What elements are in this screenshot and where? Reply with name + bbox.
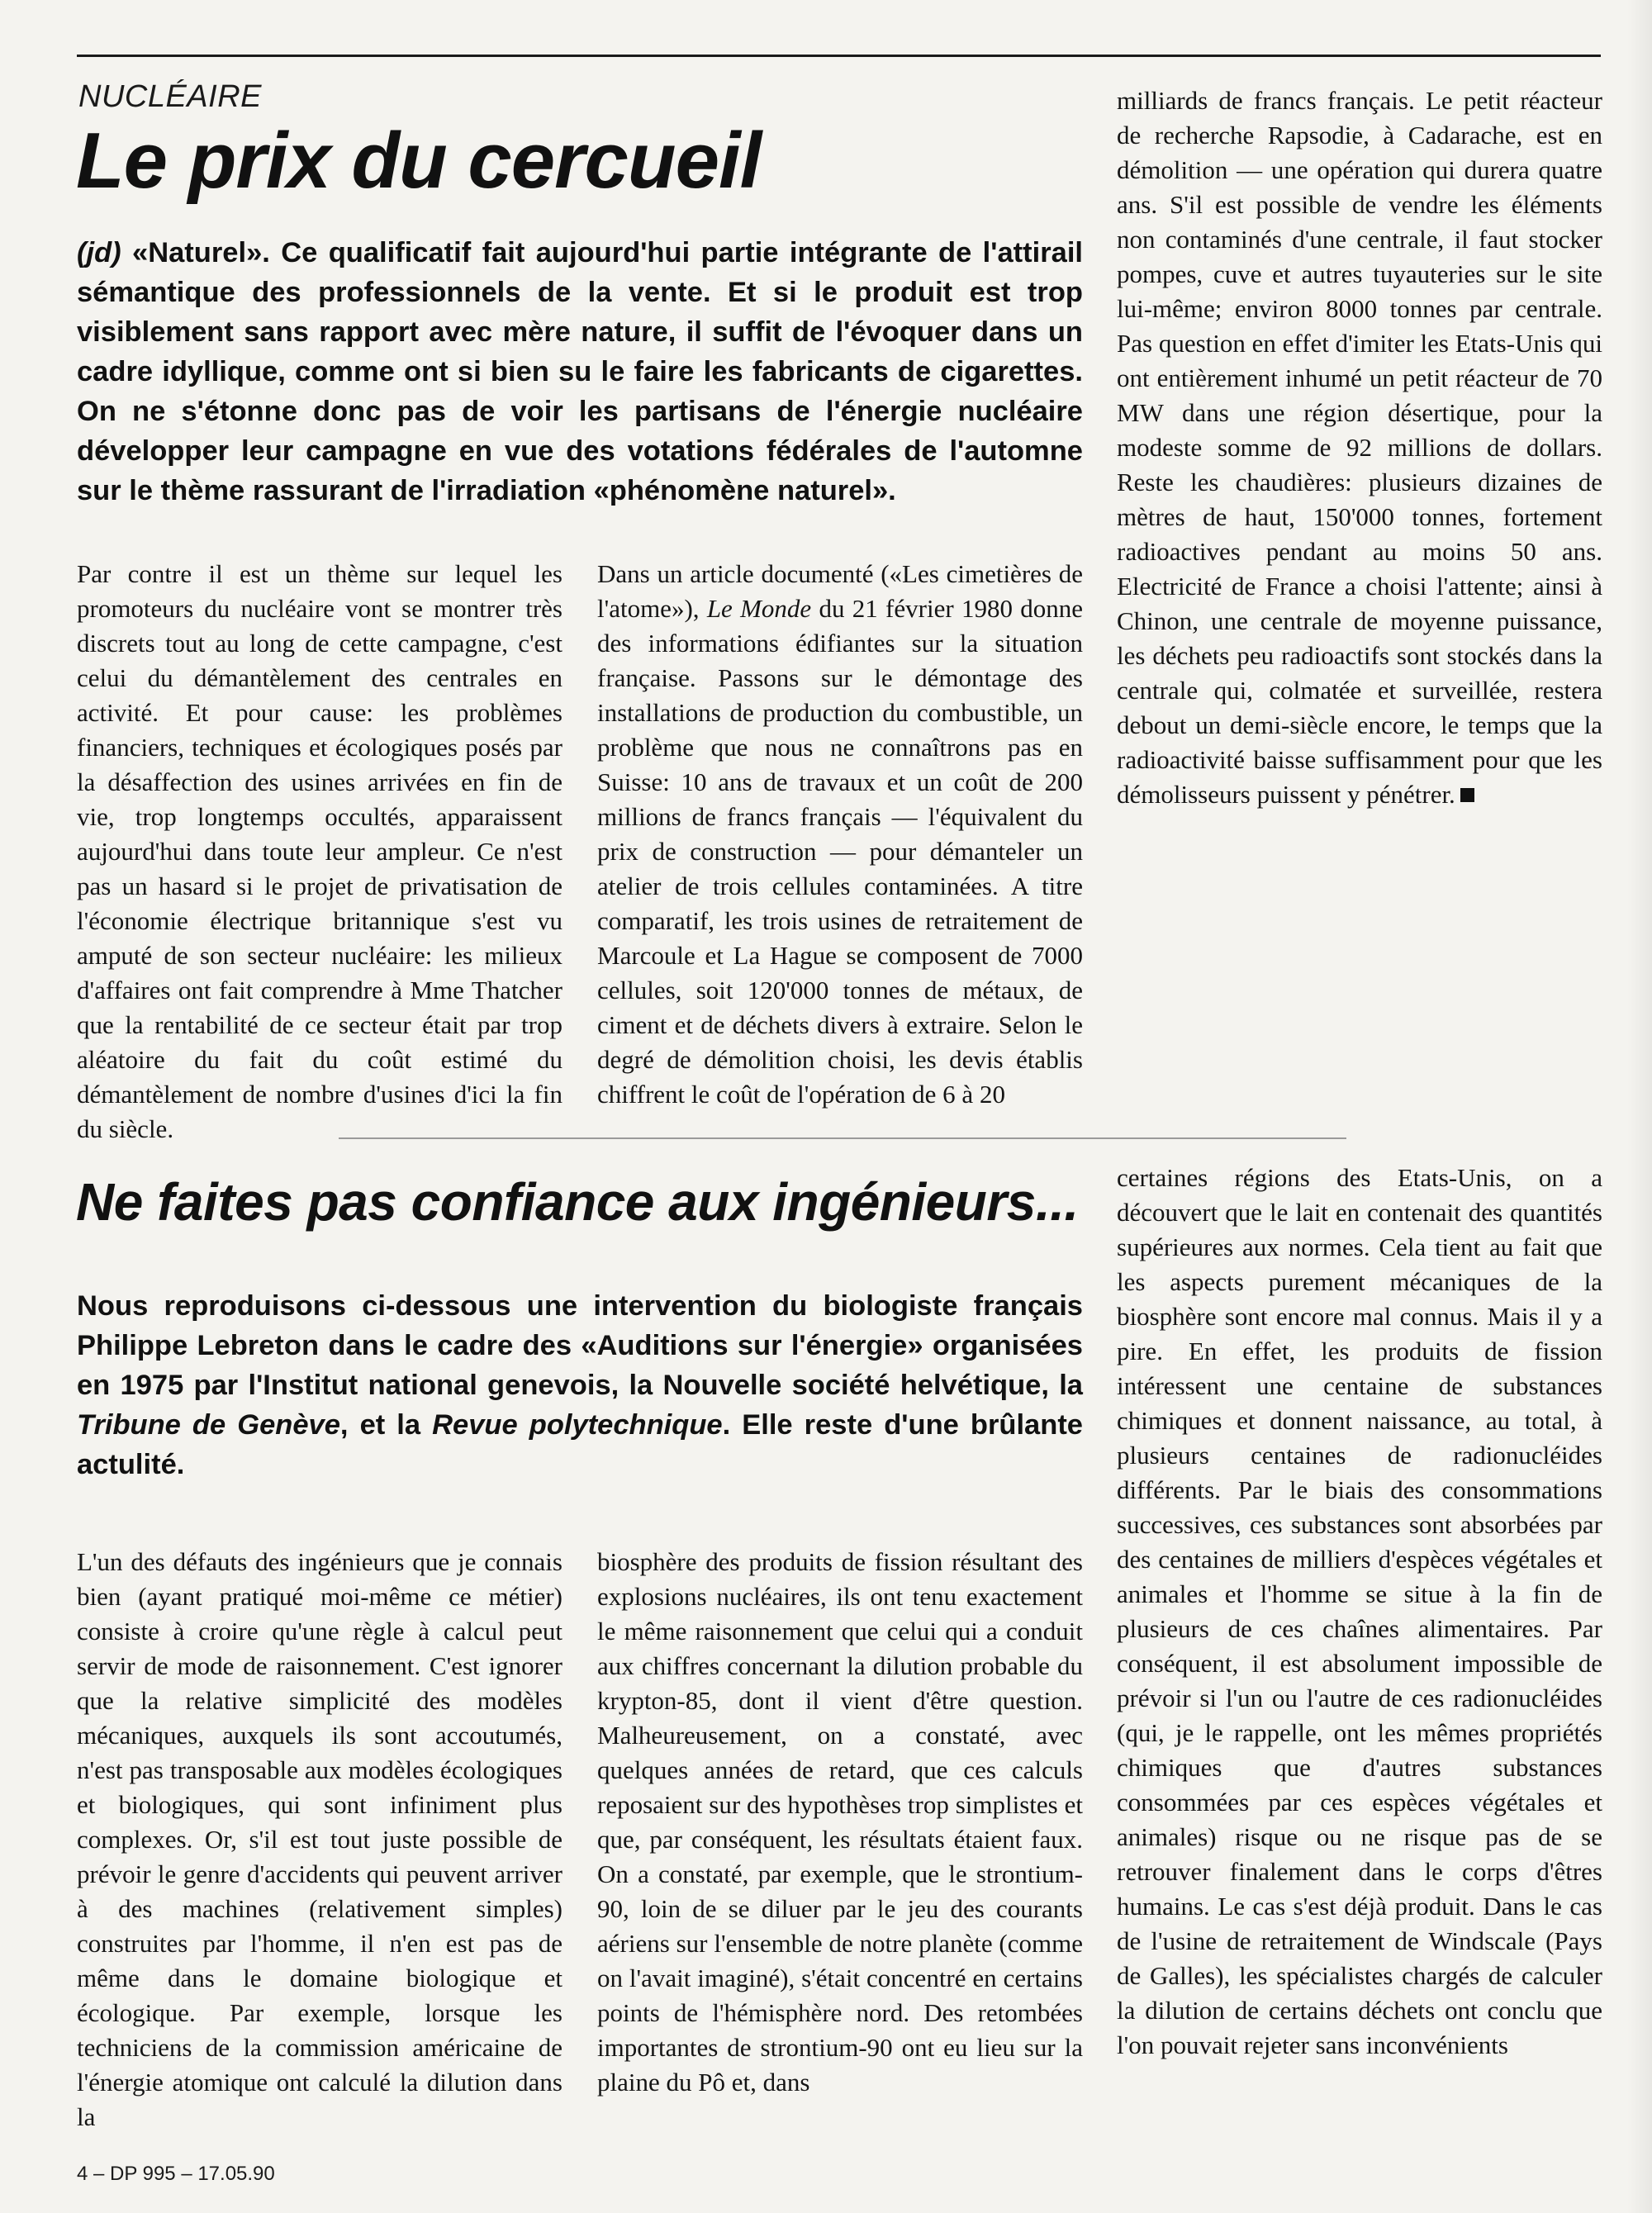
article2-headline: Ne faites pas confiance aux ingénieurs... bbox=[76, 1172, 1079, 1232]
top-rule bbox=[77, 55, 1601, 57]
article2-lead-text-a: Nous reproduisons ci-dessous une intervention du biologiste français Philippe Lebreton dans le cadre des «Auditions sur l'énergie» organisées en 1975 par l'Institut national genevois, la Nouvelle société helvétique, la bbox=[77, 1290, 1083, 1401]
article2-column-2-text: biosphère des produits de fission résultant des explosions nucléaires, ils ont tenu exactement le même raisonnement que celui qui a conduit aux chiffres concernant la dilution probable du krypton-85, dont il vient d'être question. Malheureusement, on a constaté, avec quelques années de retard, que ces calculs reposaient sur des hypothèses trop simplistes et que, par conséquent, les résultats étaient faux. On a constaté, par exemple, que le strontium-90, loin de se diluer par le jeu des courants aériens sur l'ensemble de notre planète (comme on l'avait imaginé), s'était concentré en certains points de l'hémisphère nord. Des retombées importantes de strontium-90 ont eu lieu sur la plaine du Pô et, dans bbox=[597, 1547, 1083, 2097]
publication-le-monde: Le Monde bbox=[706, 594, 812, 623]
page-edge-shadow bbox=[1627, 0, 1652, 2213]
article1-column-2 bbox=[597, 557, 1083, 1112]
article1-paragraph-2 bbox=[597, 557, 1083, 1112]
article2-column-1-text: L'un des défauts des ingénieurs que je connais bien (ayant pratiqué moi-même ce métier) consiste à croire qu'une règle à calcul peut servir de mode de raisonnement. C'est ignorer que la relative simplicité des modèles mécaniques, auxquels ils sont accoutumés, n'est pas transposable aux modèles écologiques et biologiques, qui sont infiniment plus complexes. Or, s'il est tout juste possible de prévoir le genre d'accidents qui peuvent arriver à des machines (relativement simples) construites par l'homme, il n'en est pas de même dans le domaine biologique et écologique. Par exemple, lorsque les techniciens de la commission américaine de l'énergie atomique ont calculé la dilution dans la bbox=[77, 1547, 563, 2131]
article1-paragraph-1: Par contre il est un thème sur lequel les promoteurs du nucléaire vont se montrer très discrets tout au long de cette campagne, c'est celui du démantèlement des centrales en activité. Et pour cause: les problèmes financiers, techniques et écologiques posés par la désaffection des usines arrivées en fin de vie, trop longtemps occultés, apparaissent aujourd'hui dans toute leur ampleur. Ce n'est pas un hasard si le projet de privatisation de l'économie électrique britannique s'est vu amputé de son secteur nucléaire: les milieux d'affaires ont fait comprendre à Mme Thatcher que la rentabilité de ce secteur était par trop aléatoire du fait du coût estimé du démantèlement de nombre d'usines d'ici la fin du siècle. bbox=[77, 559, 563, 1143]
article1-paragraph-2-continued: milliards de francs français. Le petit réacteur de recherche Rapsodie, à Cadarache, est en démolition — une opération qui durera quatre ans. S'il est possible de vendre les éléments non contaminés d'une centrale, il faut stocker pompes, cuve et autres tuyauteries sur le site lui-même; environ 8000 tonnes par centrale. Pas question en effet d'imiter les Etats-Unis qui ont entièrement inhumé un petit réacteur de 70 MW dans une région désertique, pour la modeste somme de 92 millions de dollars. Reste les chaudières: plusieurs dizaines de mètres de haut, 150'000 tonnes, fortement radioactives pendant au moins 50 ans. Electricité de France a choisi l'attente; ainsi à Chinon, une centrale de moyenne puissance, les déchets peu radioactifs sont stockés dans la centrale qui, colmatée et surveillée, restera debout un demi-siècle encore, le temps que la radioactivité baisse suffisamment pour que les démolisseurs puissent y pénétrer. bbox=[1117, 86, 1602, 809]
article2-column-1 bbox=[77, 1545, 563, 2158]
article2-column-3 bbox=[1117, 1161, 1602, 2158]
article1-headline: Le prix du cercueil bbox=[76, 116, 762, 205]
section-kicker: NUCLÉAIRE bbox=[78, 79, 262, 114]
article2-lead-text-c: . Elle reste d'une brûlante actulité. bbox=[77, 1409, 1083, 1480]
publication-tribune: Tribune de Genève bbox=[77, 1409, 340, 1441]
article2-lead-text-b: , et la bbox=[339, 1409, 433, 1441]
article1-p2-text-b: du 21 février 1980 donne des informations édifiantes sur la situation française. Passons sur le démontage des installations de production du combustible, un problème que nous ne connaîtrons pas en Suisse: 10 ans de travaux et un coût de 200 millions de francs français — l'équivalent du prix de construction — pour démanteler un atelier de trois cellules contaminées. A titre comparatif, les trois usines de retraitement de Marcoule et La Hague se composent de 7000 cellules, soit 120'000 tonnes de métaux, de ciment et de déchets divers à extraire. Selon le degré de démolition choisi, les devis établis chiffrent le coût de l'opération de 6 à 20 bbox=[597, 594, 1083, 1109]
end-of-article-mark bbox=[1460, 788, 1474, 802]
article1-column-1 bbox=[77, 557, 563, 1143]
author-initials: (jd) bbox=[77, 237, 121, 268]
article1-lead bbox=[77, 233, 1083, 511]
article-separator-rule bbox=[339, 1137, 1346, 1139]
article2-column-3-text: certaines régions des Etats-Unis, on a découvert que le lait en contenait des quantités supérieures aux normes. Cela tient au fait que les aspects purement mécaniques de la biosphère sont encore mal connus. Mais il y a pire. En effet, les produits de fission intéressent une centaine de substances chimiques et donnent naissance, au total, à plusieurs centaines de radionucléides différents. Par le biais des consommations successives, ces substances sont absorbées par des centaines de milliers d'espèces végétales et animales et l'homme se situe à la fin de plusieurs de ces chaînes alimentaires. Par conséquent, il est absolument impossible de prévoir si l'un ou l'autre de ces radionucléides (qui, je le rappelle, ont les mêmes propriétés chimiques que d'autres substances consommées par ces espèces végétales et animales) risque ou ne risque pas de se retrouver finalement dans le corps d'êtres humains. Le cas s'est déjà produit. Dans le cas de l'usine de retraitement de Windscale (Pays de Galles), les spécialistes chargés de calculer la dilution de certains déchets ont conclu que l'on pouvait rejeter sans inconvénients bbox=[1117, 1163, 1602, 2059]
article2-column-2 bbox=[597, 1545, 1083, 2158]
article1-lead-text: «Naturel». Ce qualificatif fait aujourd'hui partie intégrante de l'attirail sémantique des professionnels de la vente. Et si le produit est trop visiblement sans rapport avec mère nature, il suffit de l'évoquer dans un cadre idyllique, comme ont si bien su le faire les fabricants de cigarettes. On ne s'étonne donc pas de voir les partisans de l'énergie nucléaire développer leur campagne en vue des votations fédérales de l'automne sur le thème rassurant de l'irradiation «phénomène naturel». bbox=[77, 237, 1083, 506]
article1-column-3 bbox=[1117, 83, 1602, 1112]
publication-revue: Revue polytechnique bbox=[432, 1409, 723, 1441]
page-folio: 4 – DP 995 – 17.05.90 bbox=[77, 2163, 275, 2185]
article2-lead bbox=[77, 1286, 1083, 1484]
article1-p2-text-a: Dans un article documenté («Les cimetières de l'atome»), bbox=[597, 559, 1083, 623]
